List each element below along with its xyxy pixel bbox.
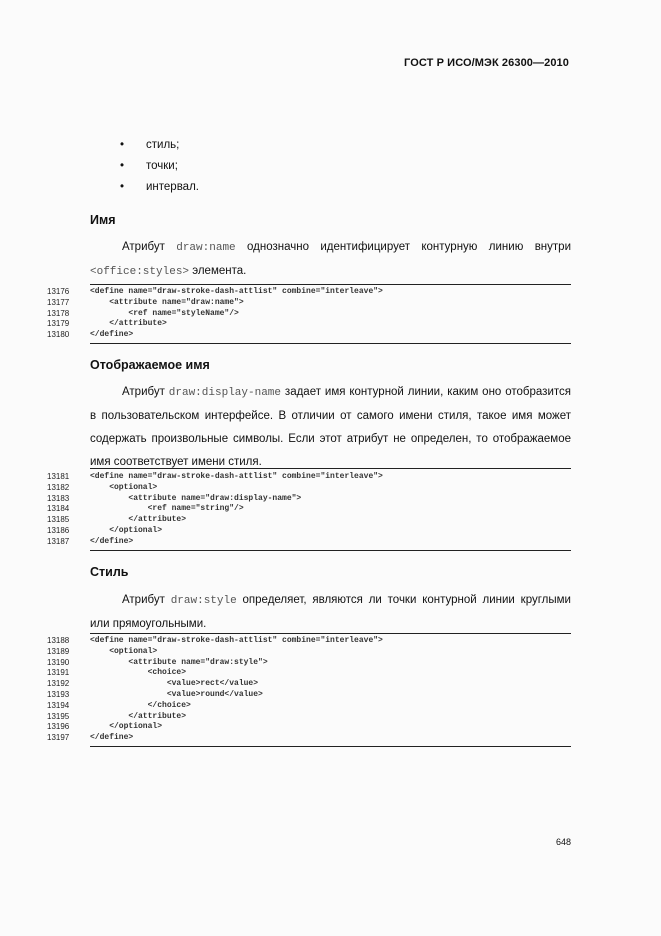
code-text: </attribute> (90, 319, 167, 329)
code-bottom-rule (90, 343, 571, 344)
line-number: 13184 (47, 504, 70, 514)
line-number: 13193 (47, 690, 70, 699)
code-top-rule (90, 284, 571, 285)
line-number: 13197 (47, 733, 70, 743)
section-heading-display-name: Отображаемое имя (90, 358, 210, 372)
line-number: 13180 (47, 330, 70, 340)
code-line (47, 658, 577, 669)
code-text: <attribute name="draw:display-name"> (90, 493, 302, 503)
code-line (47, 483, 577, 494)
code-line (47, 494, 577, 505)
code-line (47, 298, 577, 309)
code-text: <define name="draw-stroke-dash-attlist" combine="interleave"> (90, 287, 383, 296)
code-text: </define> (90, 330, 134, 340)
code-bottom-rule (90, 550, 571, 551)
code-top-rule (90, 468, 571, 469)
code-text: </attribute> (90, 515, 187, 525)
bullet-item: • интервал. (120, 181, 199, 193)
code-line (47, 690, 577, 701)
line-number: 13186 (47, 526, 70, 535)
line-number: 13182 (47, 482, 70, 492)
section-heading-style: Стиль (90, 565, 129, 579)
code-text: <optional> (90, 482, 158, 492)
code-text: <value>rect</value> (90, 679, 259, 689)
line-number: 13188 (47, 636, 70, 645)
line-number: 13185 (47, 515, 70, 525)
section-paragraph: Атрибут draw:style определяет, являются ли точки контурной линии круглыми или прямоугольными. (90, 594, 571, 630)
code-text: </optional> (90, 526, 163, 535)
line-number: 13191 (47, 668, 70, 678)
code-line (47, 668, 577, 679)
code-text: </define> (90, 733, 134, 743)
line-number: 13192 (47, 679, 70, 689)
code-text: <define name="draw-stroke-dash-attlist" combine="interleave"> (90, 472, 383, 481)
code-text: </attribute> (90, 711, 187, 721)
code-text: </choice> (90, 700, 191, 710)
code-line (47, 526, 577, 537)
code-line (47, 701, 577, 712)
code-text: <define name="draw-stroke-dash-attlist" combine="interleave"> (90, 636, 383, 645)
line-number: 13189 (47, 646, 70, 656)
code-text: </optional> (90, 722, 163, 732)
code-line (47, 504, 577, 515)
code-text: <ref name="string"/> (90, 504, 244, 514)
code-line (47, 679, 577, 690)
line-number: 13178 (47, 308, 70, 318)
section-paragraph: Атрибут draw:display-name задает имя контурной линии, каким оно отобразится в пользовательском интерфейсе. В отличии от самого имени стиля, такое имя может содержать произвольные символы. Если этот атрибут не определен, то отображаемое имя соответствует имени стиля. (90, 386, 571, 468)
line-number: 13190 (47, 657, 70, 667)
line-number: 13196 (47, 722, 70, 732)
code-text: <choice> (90, 668, 187, 678)
document-header: ГОСТ Р ИСО/МЭК 26300—2010 (404, 57, 569, 69)
code-text: <attribute name="draw:style"> (90, 657, 268, 667)
code-text: </define> (90, 536, 134, 546)
code-line (47, 287, 577, 298)
code-line (47, 722, 577, 733)
code-line (47, 537, 577, 548)
section-paragraph: Атрибут draw:name однозначно идентифицирует контурную линию внутри <office:styles> элемента. (90, 241, 571, 278)
line-number: 13179 (47, 319, 70, 329)
line-number: 13183 (47, 493, 70, 503)
code-bottom-rule (90, 746, 571, 747)
line-number: 13194 (47, 700, 70, 710)
line-number: 13195 (47, 711, 70, 721)
line-number: 13176 (47, 287, 70, 296)
bullet-item: • точки; (120, 160, 178, 172)
code-text: <value>round</value> (90, 690, 263, 699)
line-number: 13187 (47, 536, 70, 546)
page-number: 648 (556, 837, 572, 847)
code-line (47, 319, 577, 330)
code-text: <ref name="styleName"/> (90, 308, 239, 318)
code-text: <optional> (90, 646, 158, 656)
code-line (47, 733, 577, 744)
code-top-rule (90, 633, 571, 634)
code-line (47, 515, 577, 526)
bullet-item: • стиль; (120, 139, 180, 151)
code-line (47, 636, 577, 647)
code-line (47, 330, 577, 341)
code-text: <attribute name="draw:name"> (90, 297, 244, 307)
code-line (47, 472, 577, 483)
section-heading-name: Имя (90, 213, 116, 227)
line-number: 13181 (47, 472, 70, 481)
code-line (47, 309, 577, 320)
code-line (47, 647, 577, 658)
code-line (47, 712, 577, 723)
line-number: 13177 (47, 297, 70, 307)
